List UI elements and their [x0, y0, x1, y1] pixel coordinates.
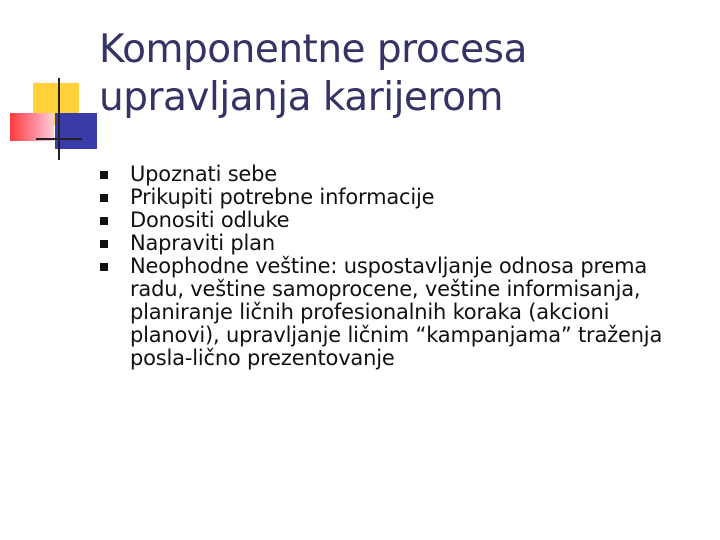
bullet-text: Donositi odluke	[130, 208, 290, 232]
slide-title	[99, 26, 699, 122]
square-bullet-icon	[100, 240, 108, 248]
logo-red-bar	[10, 113, 54, 141]
logo-vertical-line	[58, 78, 60, 160]
logo-graphic	[0, 0, 110, 170]
bullet-item-napraviti-plan	[100, 232, 690, 255]
slide-title-line-1: Komponentne procesa	[99, 27, 527, 72]
bullet-list	[100, 163, 690, 370]
logo-horizontal-line	[36, 138, 82, 140]
bullet-text: Upoznati sebe	[130, 162, 278, 186]
bullet-item-upoznati-sebe	[100, 163, 690, 186]
square-bullet-icon	[100, 263, 108, 271]
square-bullet-icon	[100, 217, 108, 225]
slide-title-line-2: upravljanja karijerom	[99, 75, 503, 120]
logo-blue-square	[55, 113, 97, 149]
bullet-text: Prikupiti potrebne informacije	[130, 185, 435, 209]
bullet-item-neophodne-vestine	[100, 255, 690, 370]
square-bullet-icon	[100, 194, 108, 202]
bullet-item-donositi-odluke	[100, 209, 690, 232]
bullet-item-prikupiti-informacije	[100, 186, 690, 209]
bullet-text: Neophodne veštine: uspostavljanje odnosa prema radu, veštine samoprocene, veštine informisanja, planiranje ličnih profesionalnih koraka (akcioni planovi), upravljanje ličnim “kampanjama” traženja posla-lično prezentovanje	[130, 254, 663, 370]
square-bullet-icon	[100, 171, 108, 179]
bullet-text: Napraviti plan	[130, 231, 275, 255]
